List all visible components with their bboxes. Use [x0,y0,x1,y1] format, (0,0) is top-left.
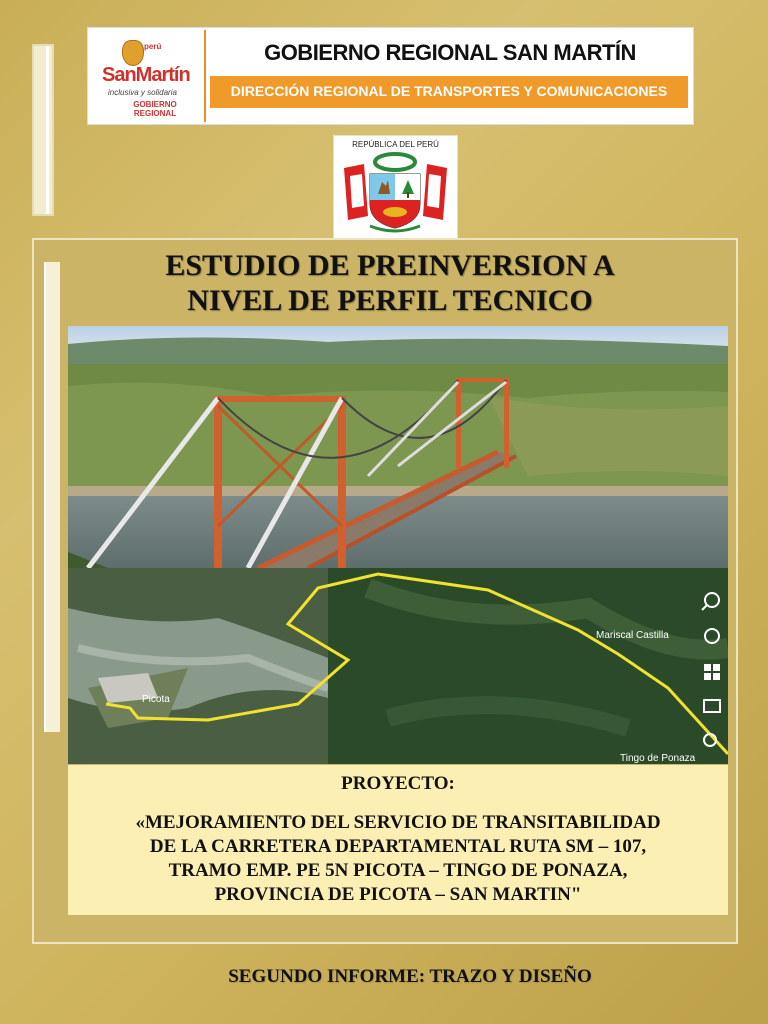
map-label-picota: Picota [142,694,170,705]
project-label: PROYECTO: [341,773,455,794]
coat-of-arms-icon [334,136,457,238]
logo-peru-text: perú [144,42,162,51]
map-label-mariscal: Mariscal Castilla [596,630,669,641]
logo-name: SanMartín [102,64,190,86]
header-subtitle: DIRECCIÓN REGIONAL DE TRANSPORTES Y COMUNICACIONES [230,83,668,99]
header-title: GOBIERNO REGIONAL SAN MARTÍN [264,40,636,65]
coat-of-arms [333,135,458,239]
project-line-2: DE LA CARRETERA DEPARTAMENTAL RUTA SM – 107, [149,836,647,857]
project-box [68,765,728,915]
project-line-3: TRAMO EMP. PE 5N PICOTA – TINGO DE PONAZA, [168,860,628,881]
logo-gob-text: GOBIERNO REGIONAL [133,100,177,118]
map-label-tingo: Tingo de Ponaza [620,753,696,764]
coat-of-arms-label: REPÚBLICA DEL PERÚ [352,140,439,149]
project-description [78,811,718,907]
decorative-bar-top [32,44,54,216]
header-subtitle-band [210,76,688,108]
header-banner [87,27,694,125]
header-divider [204,30,206,122]
san-martin-logo [98,36,198,118]
crest-icon [122,40,144,66]
route-satellite-map [68,568,728,764]
logo-tagline: inclusiva y solidaria [108,88,177,97]
document-title [100,248,680,318]
document-title-line2: NIVEL DE PERFIL TECNICO [187,284,593,317]
bridge-photo [68,326,728,568]
report-subtitle: SEGUNDO INFORME: TRAZO Y DISEÑO [228,966,592,987]
decorative-bar-middle [44,262,60,732]
document-title-line1: ESTUDIO DE PREINVERSION A [165,249,615,282]
project-line-4: PROVINCIA DE PICOTA – SAN MARTIN" [214,884,582,905]
project-line-1: «MEJORAMIENTO DEL SERVICIO DE TRANSITABILIDAD [135,812,661,833]
